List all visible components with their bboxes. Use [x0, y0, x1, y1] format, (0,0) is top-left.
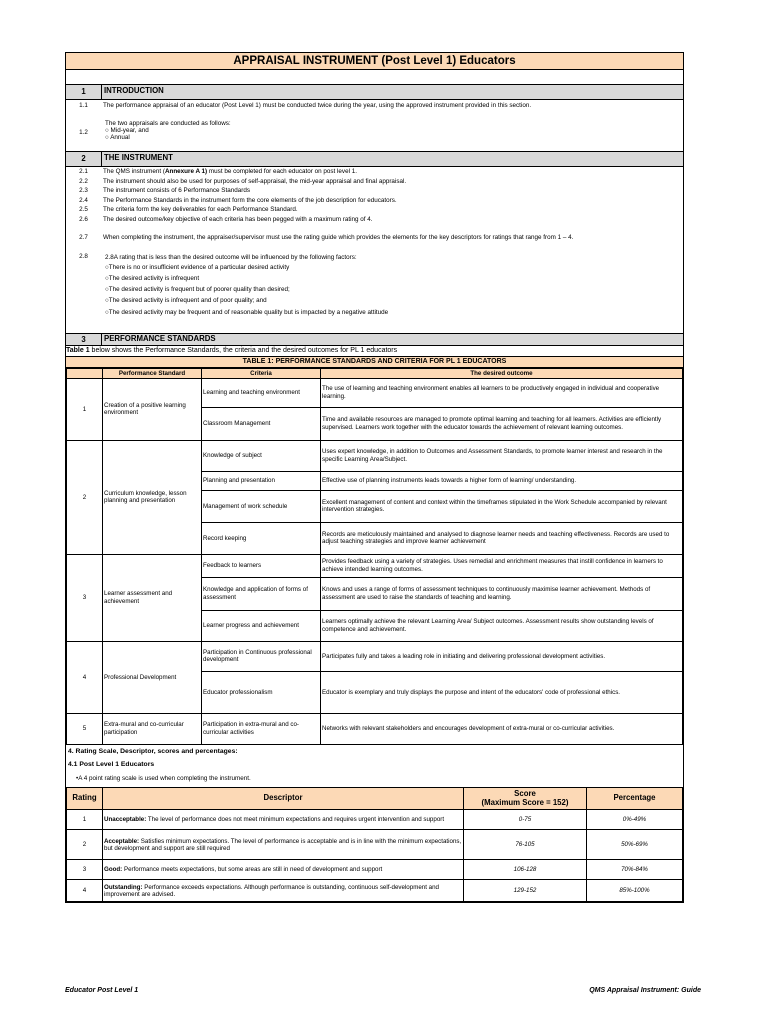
criteria-cell: Participation in Continuous professional development: [202, 641, 321, 671]
criteria-cell: Knowledge and application of forms of assessment: [202, 577, 321, 610]
instrument-lines: [66, 167, 683, 334]
line-number: 2.1: [79, 168, 88, 175]
descriptor-cell: [103, 880, 464, 902]
line-number: 2.7: [79, 233, 88, 241]
table-row: [67, 810, 683, 830]
standard-number: 3: [67, 554, 103, 641]
caption-text: below shows the Performance Standards, the criteria and the desired outcomes for PL 1 educators: [89, 346, 398, 354]
table-row: [67, 378, 683, 407]
intro-line-1-1: [66, 100, 683, 118]
section-label: PERFORMANCE STANDARDS: [104, 333, 216, 343]
score-header-line2: (Maximum Score = 152): [481, 797, 569, 807]
criteria-cell: Participation in extra-mural and co-curricular activities: [202, 713, 321, 744]
standard-name: Curriculum knowledge, lesson planning and presentation: [103, 440, 202, 554]
rating-subheading: 4.1 Post Level 1 Educators: [68, 761, 155, 769]
line-number: 2.6: [79, 215, 88, 223]
section-number: 1: [66, 85, 102, 99]
line-text: The performance appraisal of an educator (Post Level 1) must be conducted twice during the year, using the approved instrument provided in this section.: [103, 102, 532, 109]
line-text: The instrument consists of 6 Performance Standards: [103, 187, 250, 194]
line-text: [101, 168, 357, 175]
standard-number: 4: [67, 641, 103, 713]
standard-name: Learner assessment and achievement: [103, 554, 202, 641]
rating-value: 2: [67, 830, 103, 860]
footer-left: Educator Post Level 1: [65, 987, 139, 994]
descriptor-cell: [103, 810, 464, 830]
performance-standards-table: [66, 368, 683, 745]
percentage-cell: 0%-49%: [587, 810, 683, 830]
number-header: [67, 368, 103, 378]
table-row: [67, 554, 683, 577]
line-text-block: [101, 120, 231, 142]
line-number: 2.8: [79, 252, 88, 260]
outcome-cell: Effective use of planning instruments leads towards a higher form of learning/ understanding.: [321, 471, 683, 490]
table-row: [67, 641, 683, 671]
instrument-line-2-5: [66, 206, 683, 216]
bullet-item: ○ Mid-year, and: [105, 127, 149, 135]
score-cell: 0-75: [464, 810, 587, 830]
standard-name: Extra-mural and co-curricular participation: [103, 713, 202, 744]
instrument-line-2-3: [66, 187, 683, 197]
outcome-cell: Provides feedback using a variety of strategies. Uses remedial and enrichment measures that instill confidence in learners to achieve intended learning outcomes.: [321, 554, 683, 577]
table-row: [67, 440, 683, 471]
rating-value: 4: [67, 880, 103, 902]
outcome-header: The desired outcome: [321, 368, 683, 378]
outcome-cell: Time and available resources are managed to promote optimal learning and teaching for all learners. Activities are efficiently supervised. Learners work together with the educator towards the achievement of relevant learning outcomes.: [321, 407, 683, 440]
descriptor-cell: [103, 830, 464, 860]
criteria-cell: Feedback to learners: [202, 554, 321, 577]
standard-number: 1: [67, 378, 103, 440]
outcome-cell: The use of learning and teaching environment enables all learners to be productively engaged in individual and cooperative learning.: [321, 378, 683, 407]
line-text: The instrument should also be used for purposes of self-appraisal, the mid-year appraisal and final appraisal.: [103, 177, 407, 185]
criteria-cell: Management of work schedule: [202, 490, 321, 522]
instrument-line-2-1: [66, 168, 683, 178]
criteria-cell: Knowledge of subject: [202, 440, 321, 471]
rating-value: 3: [67, 860, 103, 880]
section-label: THE INSTRUMENT: [104, 153, 173, 162]
criteria-cell: Classroom Management: [202, 407, 321, 440]
outcome-cell: Participates fully and takes a leading role in initiating and delivering professional development activities.: [321, 641, 683, 671]
descriptor-text: Performance exceeds expectations. Although performance is outstanding, continuous self-development and improvement are advised.: [104, 883, 439, 898]
score-cell: 106-128: [464, 860, 587, 880]
section-header-instrument: [66, 152, 683, 167]
section-number: 3: [66, 334, 102, 345]
instrument-line-2-4: [66, 197, 683, 207]
table-row: [67, 860, 683, 880]
outcome-cell: Learners optimally achieve the relevant Learning Area/ Subject outcomes. Assessment results show outstanding levels of competence and achievement.: [321, 610, 683, 641]
page-title: APPRAISAL INSTRUMENT (Post Level 1) Educators: [66, 53, 683, 70]
percentage-cell: 85%-100%: [587, 880, 683, 902]
outcome-cell: Educator is exemplary and truly displays the purpose and intent of the educators' code of professional ethics.: [321, 671, 683, 713]
line-text: The Performance Standards in the instrument form the core elements of the job description for educators.: [103, 196, 397, 204]
line-text-pre: The QMS instrument (: [103, 168, 165, 175]
standard-number: 5: [67, 713, 103, 744]
rating-note: •A 4 point rating scale is used when completing the instrument.: [76, 775, 251, 783]
table-title: TABLE 1: PERFORMANCE STANDARDS AND CRITERIA FOR PL 1 EDUCATORS: [66, 357, 683, 368]
section-number: 2: [66, 152, 102, 166]
rating-scale-table: [66, 787, 683, 902]
table-header-row: [67, 368, 683, 378]
criteria-cell: Educator professionalism: [202, 671, 321, 713]
table-caption: [66, 346, 683, 357]
bullet-item: ○There is no or insufficient evidence of a particular desired activity: [105, 263, 290, 271]
score-cell: 129-152: [464, 880, 587, 902]
line-text: The desired outcome/key objective of each criteria has been pegged with a maximum rating of 4.: [103, 215, 373, 223]
line-text-block: [101, 253, 388, 318]
criteria-cell: Record keeping: [202, 522, 321, 554]
intro-line-1-2: [66, 118, 683, 152]
outcome-cell: Records are meticulously maintained and analysed to diagnose learner needs and teaching effectiveness. Records are used to adjust teaching strategies and improve learner achievement: [321, 522, 683, 554]
rating-header: Rating: [67, 788, 103, 810]
standard-header: Performance Standard: [103, 368, 202, 378]
line-number: 2.4: [79, 196, 88, 204]
outcome-cell: Networks with relevant stakeholders and encourages development of extra-mural or co-curricular activities.: [321, 713, 683, 744]
instrument-line-2-8: [66, 253, 683, 334]
line-text: When completing the instrument, the appraiser/supervisor must use the rating guide which provides the elements for the key descriptors for ratings that range from 1 – 4.: [103, 233, 574, 241]
bullet-item: ○The desired activity is frequent but of poorer quality than desired;: [105, 286, 290, 294]
section-label: INTRODUCTION: [104, 86, 164, 95]
instrument-line-2-6: [66, 216, 683, 232]
bullet-item: ○The desired activity is infrequent and of poor quality; and: [105, 297, 267, 305]
line-text: The two appraisals are conducted as follows:: [105, 120, 231, 127]
descriptor-text: The level of performance does not meet minimum expectations and requires urgent intervention and support: [146, 816, 445, 824]
standard-name: Creation of a positive learning environment: [103, 378, 202, 440]
section-header-performance-standards: [66, 334, 683, 346]
appraisal-sheet: [65, 52, 684, 903]
bullet-item: ○The desired activity may be frequent and of reasonable quality but is impacted by a negative attitude: [105, 308, 389, 316]
percentage-header: Percentage: [587, 788, 683, 810]
line-number: 2.2: [79, 177, 88, 185]
instrument-line-2-7: [66, 232, 683, 253]
standard-name: Professional Development: [103, 641, 202, 713]
descriptor-label: Good:: [104, 866, 123, 874]
bullet-item: ○ Annual: [105, 134, 130, 142]
table-header-row: [67, 788, 683, 810]
percentage-cell: 70%-84%: [587, 860, 683, 880]
descriptor-text: Performance meets expectations, but some areas are still in need of development and support: [122, 866, 383, 874]
table-row: [67, 880, 683, 902]
line-number: 1.2: [79, 129, 88, 136]
descriptor-cell: [103, 860, 464, 880]
line-text: The criteria form the key deliverables for each Performance Standard.: [103, 206, 298, 213]
line-number: 2.3: [79, 187, 88, 194]
line-text-post: must be completed for each educator on post level 1.: [207, 168, 357, 175]
descriptor-label: Outstanding:: [104, 883, 143, 891]
descriptor-text: Satisfies minimum expectations. The level of performance is acceptable and is in line with the minimum expectations, but development and support are still required: [104, 837, 462, 852]
criteria-cell: Learning and teaching environment: [202, 378, 321, 407]
outcome-cell: Excellent management of content and context within the timeframes stipulated in the Work Schedule accompanied by relevant intervention strategies.: [321, 490, 683, 522]
section-header-introduction: [66, 85, 683, 100]
criteria-header: Criteria: [202, 368, 321, 378]
bullet-item: ○The desired activity is infrequent: [105, 274, 200, 282]
descriptor-label: Acceptable:: [104, 837, 140, 845]
blank-row: [66, 70, 683, 85]
score-cell: 76-105: [464, 830, 587, 860]
rating-value: 1: [67, 810, 103, 830]
descriptor-header: Descriptor: [103, 788, 464, 810]
line-number: 1.1: [79, 102, 88, 109]
line-text: 2.8A rating that is less than the desired outcome will be influenced by the following factors:: [105, 253, 357, 261]
criteria-cell: Learner progress and achievement: [202, 610, 321, 641]
standard-number: 2: [67, 440, 103, 554]
annexure-label: Annexure A 1): [164, 168, 208, 175]
line-number: 2.5: [79, 206, 88, 213]
footer-right: QMS Appraisal Instrument: Guide: [589, 987, 701, 994]
percentage-cell: 50%-69%: [587, 830, 683, 860]
table-ref: Table 1: [66, 346, 90, 354]
table-row: [67, 713, 683, 744]
descriptor-label: Unacceptable:: [104, 816, 147, 824]
instrument-line-2-2: [66, 178, 683, 188]
score-header-line1: Score: [514, 789, 536, 798]
score-header: [464, 788, 587, 810]
outcome-cell: Uses expert knowledge, in addition to Outcomes and Assessment Standards, to promote learner interest and research in the specific Learning Area/Subject.: [321, 440, 683, 471]
table-row: [67, 830, 683, 860]
criteria-cell: Planning and presentation: [202, 471, 321, 490]
outcome-cell: Knows and uses a range of forms of assessment techniques to continuously maximise learner achievement. Methods of assessment are used to raise the standards of teaching and learning.: [321, 577, 683, 610]
rating-heading: 4. Rating Scale, Descriptor, scores and percentages:: [68, 747, 238, 755]
